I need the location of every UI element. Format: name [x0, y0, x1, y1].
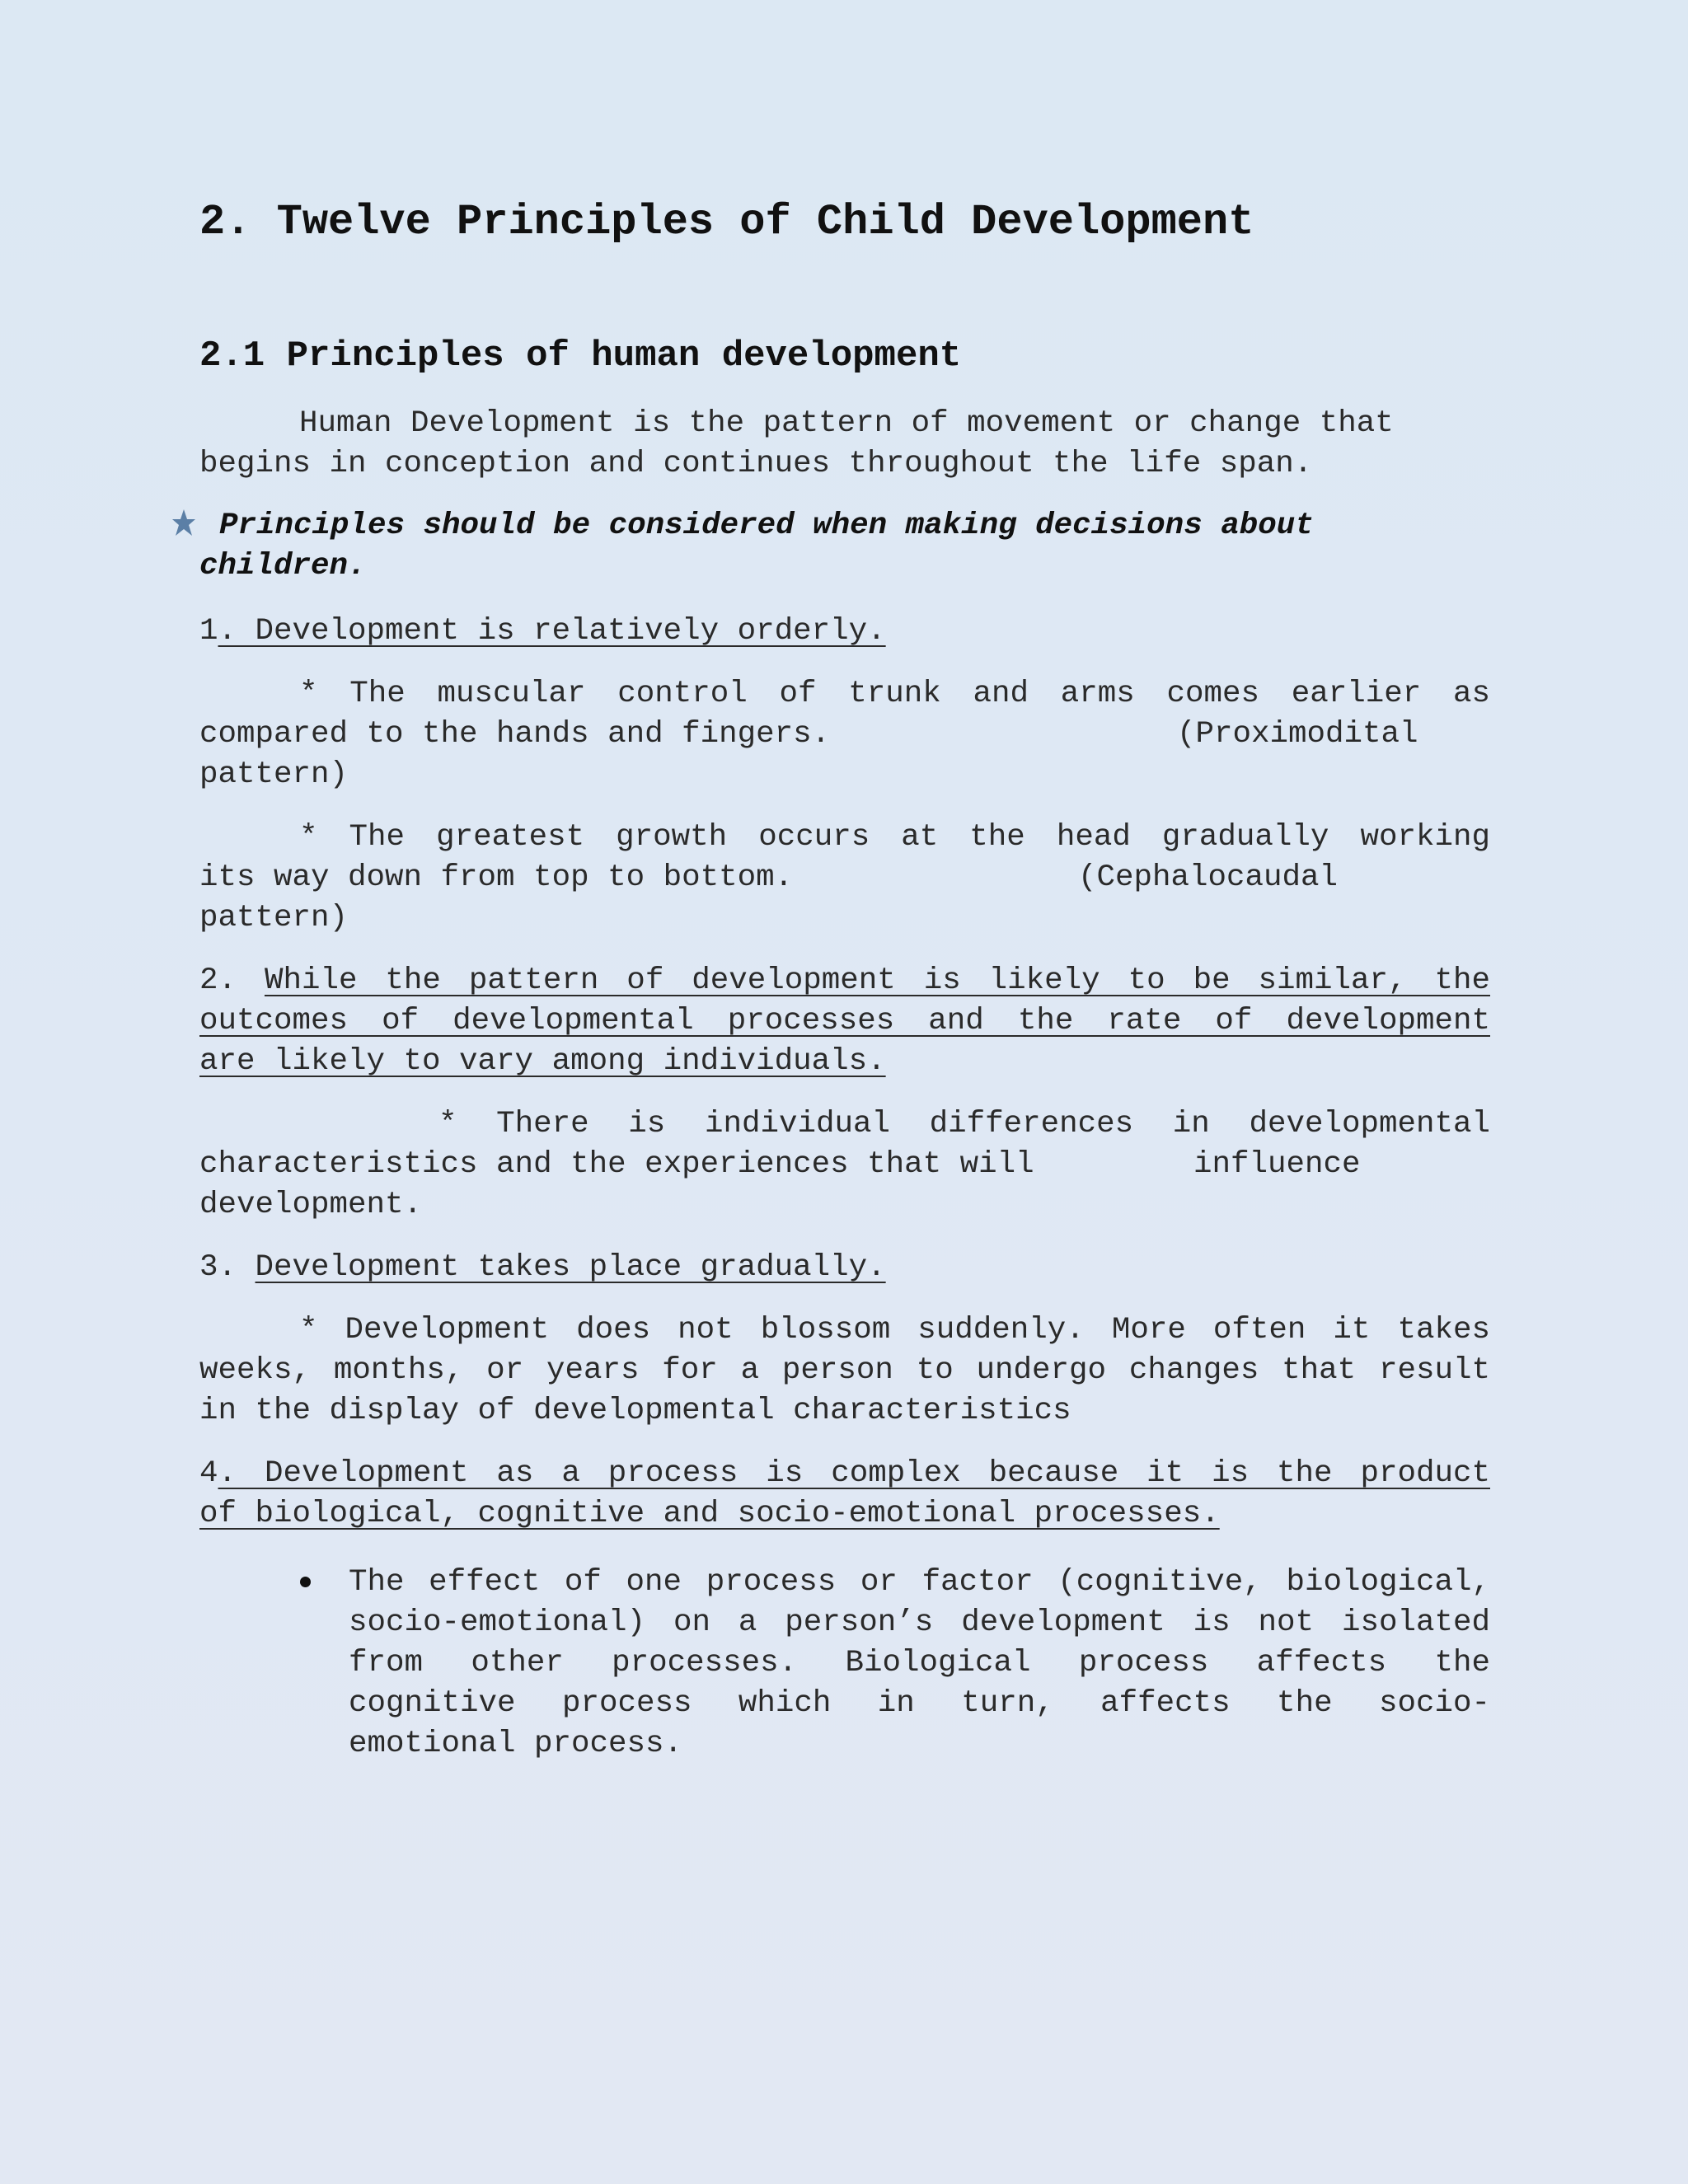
principle-4-line-1: . Development as a process is complex because it is the product — [218, 1456, 1490, 1491]
p2-ex-line-2b: influence — [1193, 1147, 1361, 1182]
principle-1-example-1 — [199, 674, 1490, 795]
p4-bullet-line-2: socio-emotional) on a person’s development is not isolated — [349, 1605, 1490, 1640]
p4-bullet-line-5: emotional process. — [349, 1727, 683, 1761]
p3-ex-line-2: weeks, months, or years for a person to undergo changes that result — [199, 1353, 1490, 1388]
star-icon — [171, 508, 196, 537]
p4-bullet-line-1: The effect of one process or factor (cognitive, biological, — [349, 1565, 1490, 1600]
principle-4-bullet — [349, 1563, 1490, 1765]
principle-2-heading — [199, 961, 1490, 1082]
principle-3-heading — [199, 1248, 1490, 1288]
emphasis-paragraph — [199, 506, 1490, 587]
principle-2-number: 2. — [199, 963, 237, 998]
p1-ex2-line-2a: its way down from top to bottom. — [199, 860, 794, 895]
p1-ex1-line-3: pattern) — [199, 757, 349, 792]
principle-1-number: 1 — [199, 614, 218, 649]
principle-4-number: 4 — [199, 1456, 218, 1491]
p3-ex-line-3: in the display of developmental characteristics — [199, 1394, 1071, 1428]
principle-4-line-2: of biological, cognitive and socio-emotional processes. — [199, 1497, 1220, 1531]
bullet-dot — [300, 1577, 311, 1587]
principle-3-title: Development takes place gradually. — [255, 1250, 886, 1285]
principle-4-heading — [199, 1454, 1490, 1535]
emphasis-line-1: Principles should be considered when making decisions about — [219, 509, 1314, 543]
p2-ex-line-3: development. — [199, 1188, 423, 1222]
p1-ex1-line-2b: (Proximodital — [1177, 717, 1418, 752]
p2-ex-line-1: * There is individual differences in developmental — [438, 1107, 1490, 1141]
section-heading: 2.1 Principles of human development — [199, 335, 962, 377]
principle-2-example — [199, 1104, 1490, 1226]
page-title: 2. Twelve Principles of Child Development — [199, 198, 1254, 246]
principle-3-number: 3. — [199, 1250, 237, 1285]
intro-line-1: Human Development is the pattern of movement or change that — [299, 406, 1394, 441]
principle-1-title: . Development is relatively orderly. — [218, 614, 886, 649]
principle-2-line-2: outcomes of developmental processes and the rate of development — [199, 1004, 1490, 1038]
principle-3-example — [199, 1310, 1490, 1432]
p4-bullet-line-4: cognitive process which in turn, affects the socio- — [349, 1686, 1490, 1721]
p3-ex-line-1: * Development does not blossom suddenly. More often it takes — [299, 1313, 1490, 1347]
p4-bullet-line-3: from other processes. Biological process affects the — [349, 1646, 1490, 1680]
p2-ex-line-2a: characteristics and the experiences that will — [199, 1147, 1034, 1182]
p1-ex1-line-1: * The muscular control of trunk and arms comes earlier as — [299, 677, 1490, 711]
principle-2-line-1: While the pattern of development is likely to be similar, the — [264, 963, 1490, 998]
intro-line-2: begins in conception and continues throughout the life span. — [199, 447, 1313, 481]
emphasis-line-2: children. — [199, 549, 367, 583]
p1-ex1-line-2a: compared to the hands and fingers. — [199, 717, 831, 752]
principle-1-example-2 — [199, 818, 1490, 939]
p1-ex2-line-2b: (Cephalocaudal — [1078, 860, 1339, 895]
p1-ex2-line-3: pattern) — [199, 901, 349, 935]
intro-paragraph — [199, 404, 1490, 485]
principle-1-heading — [199, 612, 1490, 652]
p1-ex2-line-1: * The greatest growth occurs at the head gradually working — [299, 820, 1490, 855]
principle-2-line-3: are likely to vary among individuals. — [199, 1044, 886, 1079]
